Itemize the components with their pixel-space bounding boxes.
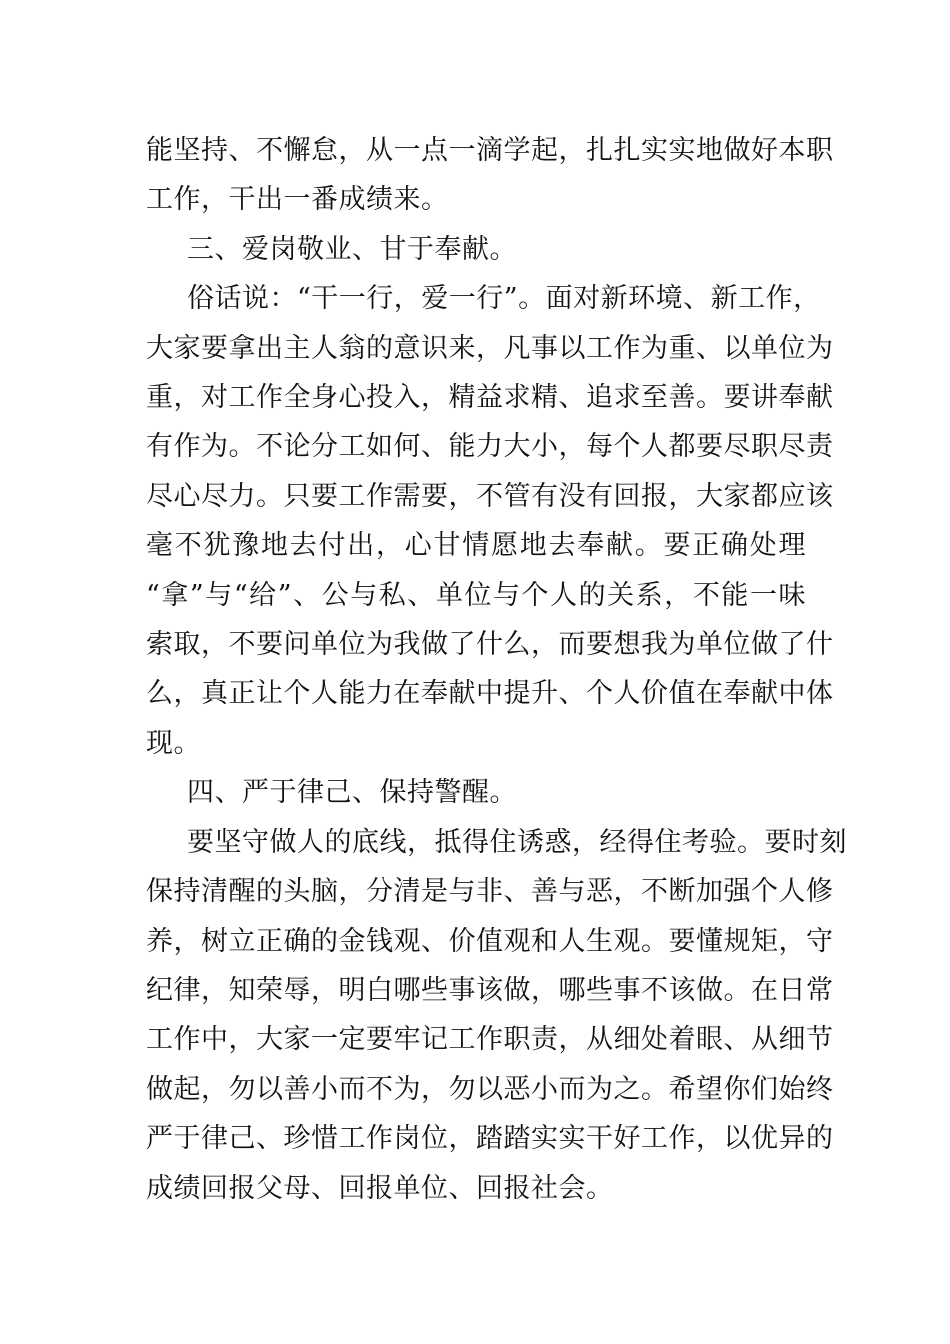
text-line: 要坚守做人的底线，抵得住诱惑，经得住考验。要时刻 bbox=[187, 826, 847, 858]
section-heading: 三、爱岗敬业、甘于奉献。 bbox=[187, 233, 517, 265]
text-line: 养，树立正确的金钱观、价值观和人生观。要懂规矩，守 bbox=[146, 925, 834, 957]
text-line: 工作中，大家一定要牢记工作职责，从细处着眼、从细节 bbox=[146, 1024, 834, 1056]
text-line: 工作，干出一番成绩来。 bbox=[146, 184, 449, 216]
text-line: 毫不犹豫地去付出，心甘情愿地去奉献。要正确处理 bbox=[146, 530, 806, 562]
text-line: 尽心尽力。只要工作需要，不管有没有回报，大家都应该 bbox=[146, 480, 834, 512]
text-line: 重，对工作全身心投入，精益求精、追求至善。要讲奉献 bbox=[146, 382, 834, 414]
body-text bbox=[146, 126, 847, 1213]
text-line: 能坚持、不懈怠，从一点一滴学起，扎扎实实地做好本职 bbox=[146, 135, 834, 166]
text-line: 俗话说：“干一行，爱一行”。面对新环境、新工作， bbox=[187, 283, 821, 315]
text-line: 纪律，知荣辱，明白哪些事该做，哪些事不该做。在日常 bbox=[146, 974, 834, 1006]
text-line: “拿”与“给”、公与私、单位与个人的关系，不能一味 bbox=[146, 579, 806, 611]
text-line: 大家要拿出主人翁的意识来，凡事以工作为重、以单位为 bbox=[146, 332, 834, 364]
text-line: 有作为。不论分工如何、能力大小，每个人都要尽职尽责 bbox=[146, 431, 834, 463]
text-line: 严于律己、珍惜工作岗位，踏踏实实干好工作，以优异的 bbox=[146, 1123, 834, 1155]
text-line: 成绩回报父母、回报单位、回报社会。 bbox=[146, 1172, 614, 1204]
text-line: 保持清醒的头脑，分清是与非、善与恶，不断加强个人修 bbox=[146, 876, 834, 908]
text-line: 索取，不要问单位为我做了什么，而要想我为单位做了什 bbox=[146, 629, 834, 661]
text-line: 现。 bbox=[146, 727, 201, 759]
text-line: 么，真正让个人能力在奉献中提升、个人价值在奉献中体 bbox=[146, 678, 834, 710]
text-line: 做起，勿以善小而不为，勿以恶小而为之。希望你们始终 bbox=[146, 1073, 834, 1105]
section-heading: 四、严于律己、保持警醒。 bbox=[187, 777, 517, 809]
